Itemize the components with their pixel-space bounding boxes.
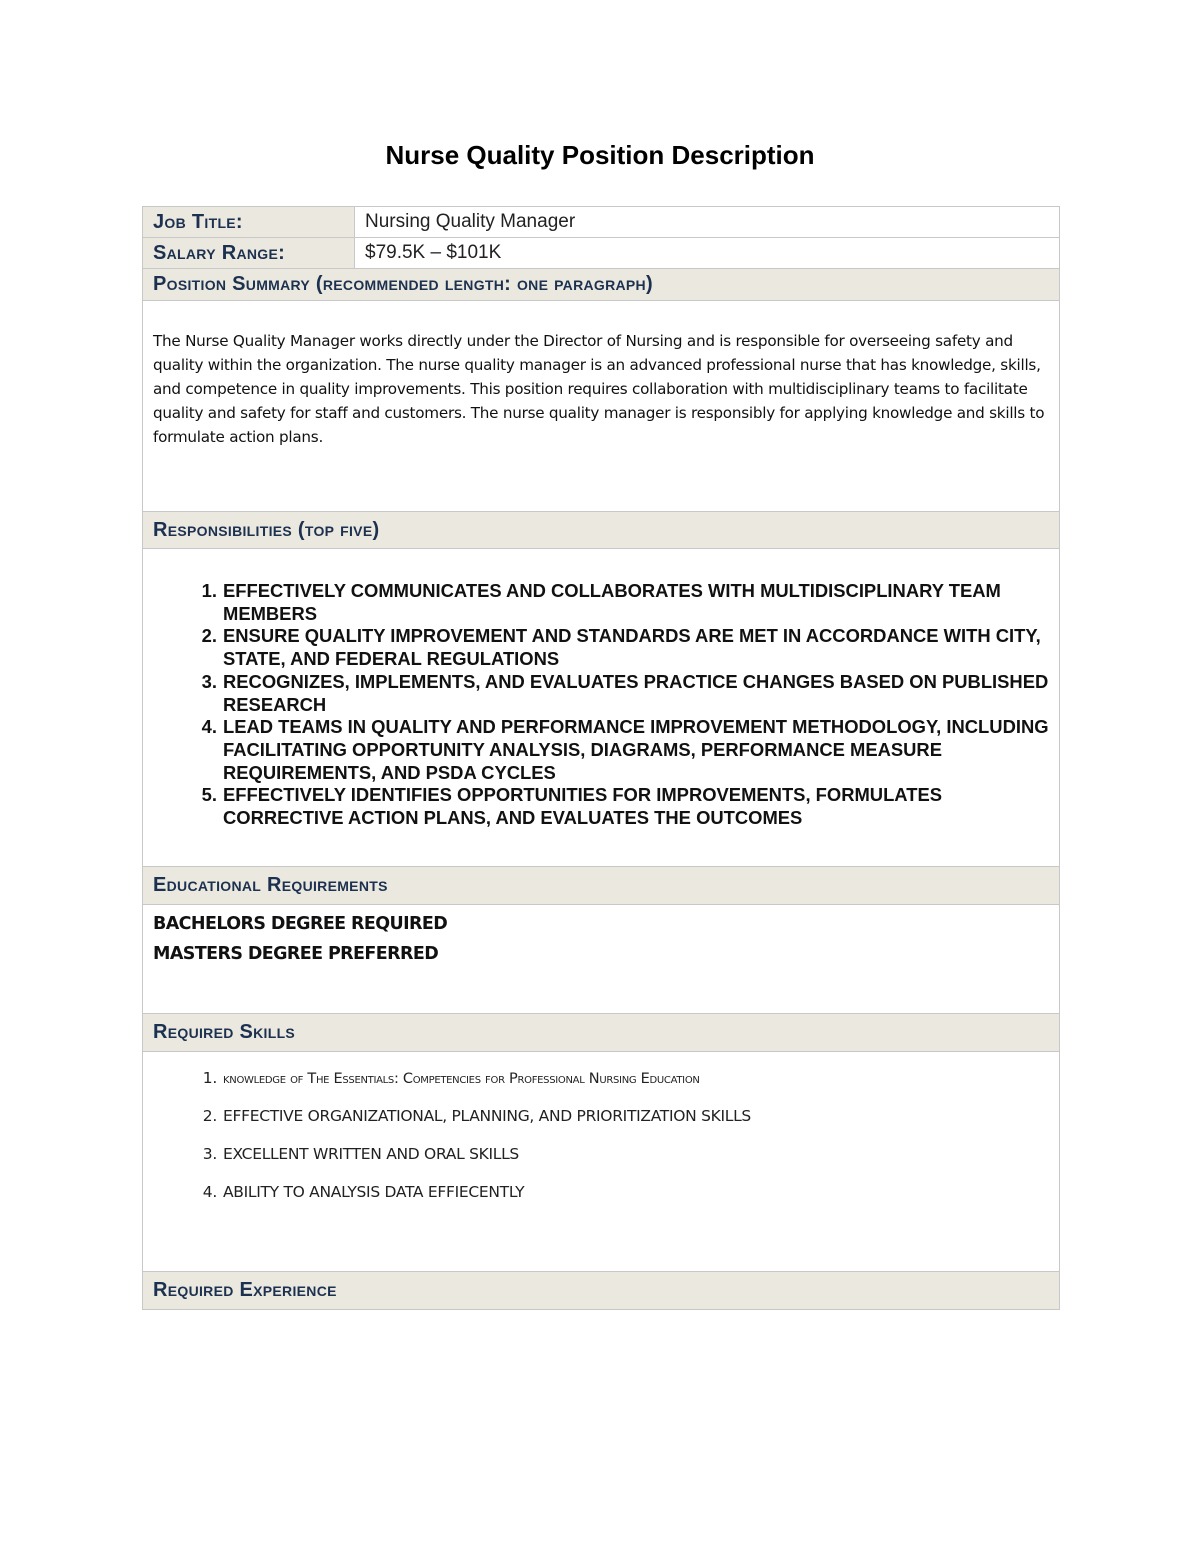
education-line[interactable]: MASTERS DEGREE PREFERRED [153,944,439,964]
skill-text[interactable]: knowledge of The Essentials: Competencies for Professional Nursing Education [223,1071,700,1087]
list-number: 2. [202,1107,217,1125]
skills-list [143,1066,1059,1218]
list-item [202,1104,1049,1142]
salary-range-label: Salary Range: [143,238,355,268]
salary-range-row [143,238,1059,269]
list-number: 1. [201,580,217,601]
responsibility-text[interactable]: RECOGNIZES, IMPLEMENTS, AND EVALUATES PRACTICE CHANGES BASED ON PUBLISHED RESEARCH [223,670,1049,715]
list-number: 4. [201,716,217,738]
job-title-row [143,207,1059,238]
list-number: 5. [201,784,217,806]
responsibilities-heading: Responsibilities (top five) [143,512,1059,549]
document-title: Nurse Quality Position Description [385,140,815,170]
skills-section [143,1052,1059,1272]
skills-heading: Required Skills [143,1014,1059,1052]
list-number: 2. [201,625,217,647]
responsibilities-list [143,580,1059,830]
position-summary-text[interactable]: The Nurse Quality Manager works directly under the Director of Nursing and is responsible for overseeing safety and quality within the organization. The nurse quality manager is an advanced professional nurse that has knowledge, skills, and competence in quality improvements. This position requires collaboration with multidisciplinary teams to facilitate quality and safety for staff and customers. The nurse quality manager is responsibly for applying knowledge and skills to formulate action plans. [143,301,1059,512]
education-heading: Educational Requirements [143,867,1059,905]
position-form [142,206,1060,1310]
responsibility-text[interactable]: ENSURE QUALITY IMPROVEMENT AND STANDARDS ARE MET IN ACCORDANCE WITH CITY, STATE, AND FEDERAL REGULATIONS [223,625,1041,670]
experience-heading: Required Experience [143,1272,1059,1309]
education-line[interactable]: BACHELORS DEGREE REQUIRED [153,914,448,934]
list-item [201,716,1049,784]
list-item [202,1066,1049,1104]
skill-text[interactable]: EXCELLENT WRITTEN AND ORAL SKILLS [223,1145,519,1163]
list-item [201,670,1049,716]
responsibility-text[interactable]: EFFECTIVELY COMMUNICATES AND COLLABORATES WITH MULTIDISCIPLINARY TEAM MEMBERS [223,580,1001,624]
list-number: 3. [201,670,217,692]
skill-text[interactable]: EFFECTIVE ORGANIZATIONAL, PLANNING, AND PRIORITIZATION SKILLS [223,1107,751,1125]
job-title-value[interactable]: Nursing Quality Manager [365,211,576,232]
job-title-label: Job Title: [143,207,355,237]
list-number: 1. [202,1069,217,1087]
responsibility-text[interactable]: EFFECTIVELY IDENTIFIES OPPORTUNITIES FOR IMPROVEMENTS, FORMULATES CORRECTIVE ACTION PLANS, AND EVALUATES THE OUTCOMES [223,784,942,829]
list-number: 4. [202,1183,217,1201]
responsibilities-section [143,549,1059,867]
list-item [202,1180,1049,1218]
skill-text[interactable]: ABILITY TO ANALYSIS DATA EFFIECENTLY [223,1183,525,1201]
education-section [143,905,1059,1014]
list-item [201,625,1049,670]
list-item [201,580,1049,625]
position-summary-heading: Position Summary (recommended length: one paragraph) [143,269,1059,301]
responsibility-text[interactable]: LEAD TEAMS IN QUALITY AND PERFORMANCE IMPROVEMENT METHODOLOGY, INCLUDING FACILITATING OPPORTUNITY ANALYSIS, DIAGRAMS, PERFORMANCE MEASURE REQUIREMENTS, AND PSDA CYCLES [223,716,1049,783]
list-item [202,1142,1049,1180]
list-number: 3. [202,1145,217,1163]
list-item [201,784,1049,829]
salary-range-value[interactable]: $79.5K – $101K [365,242,502,263]
